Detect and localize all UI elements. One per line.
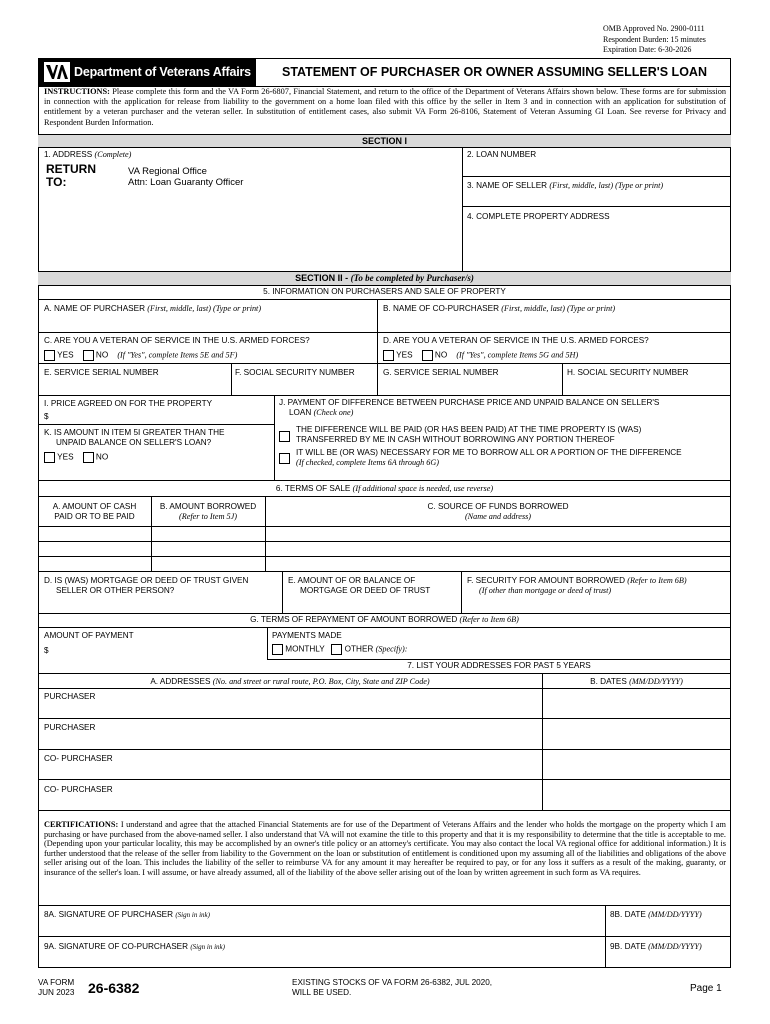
copurchaser-name-label: B. NAME OF CO-PURCHASER (First, middle, last) (Type or print)	[383, 304, 616, 313]
omb-number: OMB Approved No. 2900-0111	[603, 24, 705, 33]
copurchaser-veteran-yes-checkbox[interactable]	[383, 350, 394, 361]
date-8b-label: 8B. DATE (MM/DD/YYYY)	[610, 910, 702, 919]
source-funds-label: C. SOURCE OF FUNDS BORROWED (Name and address)	[427, 502, 569, 521]
omb-burden: Respondent Burden: 15 minutes	[603, 34, 706, 44]
purchaser-veteran-label: C. ARE YOU A VETERAN OF SERVICE IN THE U.S. ARMED FORCES?	[44, 336, 310, 345]
signature-purchaser-label: 8A. SIGNATURE OF PURCHASER (Sign in ink)	[44, 910, 210, 919]
price-agreed-label: I. PRICE AGREED ON FOR THE PROPERTY	[44, 399, 213, 408]
department-name: Department of Veterans Affairs	[74, 65, 251, 79]
address-row-purchaser-2: PURCHASER	[44, 723, 96, 732]
copurchaser-veteran-no-checkbox[interactable]	[422, 350, 433, 361]
security-label: F. SECURITY FOR AMOUNT BORROWED (Refer to Item 6B) (If other than mortgage or deed of trust)	[467, 576, 687, 595]
ssn-f-label: F. SOCIAL SECURITY NUMBER	[235, 368, 355, 377]
price-dollar-sign: $	[44, 412, 49, 421]
seller-name-field[interactable]	[466, 192, 728, 206]
k-options: YES NO	[44, 452, 108, 463]
loan-number-field[interactable]	[466, 162, 728, 176]
k-label: K. IS AMOUNT IN ITEM 5I GREATER THAN THE UNPAID BALANCE ON SELLER'S LOAN?	[44, 428, 225, 447]
form-title: STATEMENT OF PURCHASER OR OWNER ASSUMING SELLER'S LOAN	[282, 65, 707, 79]
address-row-purchaser-1: PURCHASER	[44, 692, 96, 701]
j-label: J. PAYMENT OF DIFFERENCE BETWEEN PURCHASE PRICE AND UNPAID BALANCE ON SELLER'S LOAN (Check one)	[279, 398, 660, 417]
section-2-header: SECTION II - (To be completed by Purchaser/s)	[38, 271, 731, 286]
info-header: 5. INFORMATION ON PURCHASERS AND SALE OF PROPERTY	[263, 287, 506, 296]
section-1-header: SECTION I	[38, 134, 731, 148]
loan-number-label: 2. LOAN NUMBER	[467, 150, 537, 159]
mortgage-given-label: D. IS (WAS) MORTGAGE OR DEED OF TRUST GIVEN SELLER OR OTHER PERSON?	[44, 576, 249, 595]
payments-options: MONTHLY OTHER (Specify):	[272, 644, 407, 655]
certifications-text: I understand and agree that the attached Financial Statements are for use of the Department of Veterans Affairs and the lender who holds the mortgage on the property which I am purchasing or have purchased from the above-named seller. I also understand that VA will not examine the title to this property and that it is my responsibility to determine that the title is acceptable to me. (Depending upon your particular locality, this may be accomplished by an owner's title policy or an attorney's certificate. You may also contact the local VA regional office for additional information.) It is further understood that the release of the seller from liability to the Government on the loan or substitution of entitlement is conditioned upon my assuming all of the liabilities and obligations of the above seller arising out of the loan. This includes the liability of the seller to reimburse VA for any amount it may hereafter be required to pay, or for any loss it suffers as a result of the making, guaranty, or insurance of the seller's loan. I will assume, or have already assumed, all of the liability of the above seller arising out of the loan by written agreement in such form as VA requires.	[44, 820, 726, 877]
monthly-checkbox[interactable]	[272, 644, 283, 655]
form-id: VA FORM JUN 2023	[38, 978, 75, 997]
purchaser-name-label: A. NAME OF PURCHASER (First, middle, last) (Type or print)	[44, 304, 262, 313]
addresses-col-a: A. ADDRESSES (No. and street or rural route, P.O. Box, City, State and ZIP Code)	[150, 677, 430, 686]
seller-name-label: 3. NAME OF SELLER (First, middle, last) (Type or print)	[467, 181, 664, 190]
return-office	[128, 166, 243, 188]
form-number: 26-6382	[88, 980, 140, 996]
existing-stocks-note: EXISTING STOCKS OF VA FORM 26-6382, JUL 2020, WILL BE USED.	[292, 978, 493, 997]
k-no-checkbox[interactable]	[83, 452, 94, 463]
j-option-1-checkbox[interactable]	[279, 428, 290, 446]
address-row-copurchaser-1: CO- PURCHASER	[44, 754, 113, 763]
property-address-field[interactable]	[466, 224, 728, 269]
service-serial-g-label: G. SERVICE SERIAL NUMBER	[383, 368, 499, 377]
certifications-label: CERTIFICATIONS:	[44, 820, 119, 829]
amount-borrowed-label: B. AMOUNT BORROWED (Refer to Item 5J)	[159, 502, 257, 521]
instructions-label: INSTRUCTIONS:	[44, 87, 110, 96]
terms-header: 6. TERMS OF SALE (If additional space is needed, use reverse)	[275, 484, 494, 493]
addresses-col-b: B. DATES (MM/DD/YYYY)	[590, 677, 683, 686]
j-option-1-text: THE DIFFERENCE WILL BE PAID (OR HAS BEEN PAID) AT THE TIME PROPERTY IS (WAS) TRANSFERRED BY ME IN CASH WITHOUT BORROWING ANY PORTION THEREOF	[296, 425, 642, 444]
amount-payment-label: AMOUNT OF PAYMENT	[44, 631, 134, 640]
address-row-copurchaser-2: CO- PURCHASER	[44, 785, 113, 794]
omb-expiration: Expiration Date: 6-30-2026	[603, 45, 692, 54]
j-option-2-checkbox[interactable]	[279, 450, 290, 468]
purchaser-veteran-yes-checkbox[interactable]	[44, 350, 55, 361]
page-number: Page 1	[690, 983, 722, 994]
office-line-2: Attn: Loan Guaranty Officer	[128, 177, 244, 188]
other-checkbox[interactable]	[331, 644, 342, 655]
omb-block	[603, 24, 706, 56]
certifications	[44, 820, 726, 878]
payment-dollar-sign: $	[44, 646, 49, 655]
repayment-header: G. TERMS OF REPAYMENT OF AMOUNT BORROWED (Refer to Item 6B)	[250, 615, 519, 624]
j-option-2-text: IT WILL BE (OR WAS) NECESSARY FOR ME TO BORROW ALL OR A PORTION OF THE DIFFERENCE (If checked, complete Items 6A through 6G)	[296, 448, 682, 467]
instructions-text: Please complete this form and the VA Form 26-6807, Financial Statement, and return to the office of the Department of Veterans Affairs shown below. These forms are for submission in connection with the application for release from liability to the government on a home loan filed with this office by the seller in Item 3 and in connection with an application for substitution of entitlement by a veteran purchaser and the veteran seller. In substitution of entitlement cases, also submit VA Form 26-8106, Statement of Veteran Assuming GI Loan. See reverse for Privacy and Respondent Burden Information.	[44, 87, 726, 127]
office-line-1: VA Regional Office	[128, 166, 207, 177]
instructions	[44, 87, 726, 128]
cash-paid-label: A. AMOUNT OF CASH PAID OR TO BE PAID	[52, 502, 137, 521]
k-yes-checkbox[interactable]	[44, 452, 55, 463]
ssn-h-label: H. SOCIAL SECURITY NUMBER	[567, 368, 689, 377]
addresses-header: 7. LIST YOUR ADDRESSES FOR PAST 5 YEARS	[407, 661, 591, 670]
return-to-label: RETURN TO:	[46, 162, 96, 189]
signature-copurchaser-label: 9A. SIGNATURE OF CO-PURCHASER (Sign in ink)	[44, 942, 225, 951]
payments-made-label: PAYMENTS MADE	[272, 631, 342, 640]
purchaser-veteran-no-checkbox[interactable]	[83, 350, 94, 361]
copurchaser-veteran-options: YES NO (If "Yes", complete Items 5G and 5H)	[383, 350, 578, 361]
property-address-label: 4. COMPLETE PROPERTY ADDRESS	[467, 212, 610, 221]
date-9b-label: 9B. DATE (MM/DD/YYYY)	[610, 942, 702, 951]
address-label: 1. ADDRESS (Complete)	[44, 150, 132, 159]
service-serial-e-label: E. SERVICE SERIAL NUMBER	[44, 368, 159, 377]
mortgage-balance-label: E. AMOUNT OF OR BALANCE OF MORTGAGE OR DEED OF TRUST	[288, 576, 431, 595]
copurchaser-veteran-label: D. ARE YOU A VETERAN OF SERVICE IN THE U.S. ARMED FORCES?	[383, 336, 649, 345]
purchaser-veteran-options: YES NO (If "Yes", complete Items 5E and 5F)	[44, 350, 237, 361]
